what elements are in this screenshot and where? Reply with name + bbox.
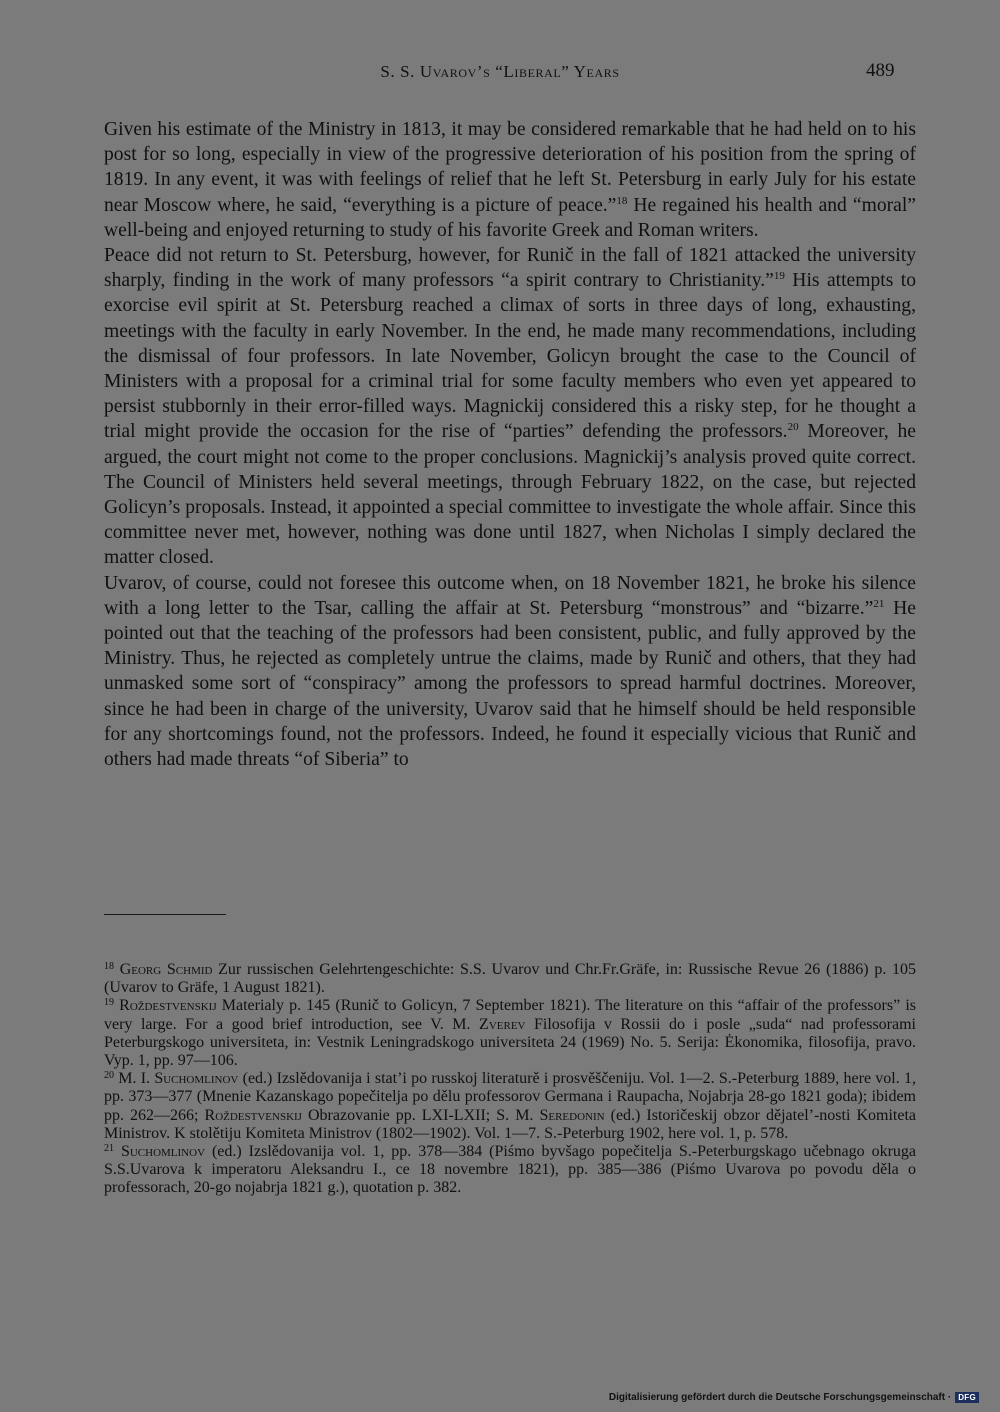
body-text [104,117,916,772]
footnote-text: M. I. [118,1070,155,1088]
footnote-text: Materialy p. 145 (Runič to Golicyn, 7 September 1821). The literature on this “affair of the professors” is very large. For a good brief introduction, see V. M. [104,997,917,1033]
footnotes [104,961,916,1198]
paragraph-text: Given his estimate of the Ministry in 1813, it may be considered remarkable that he had held on to his post for so long, especially in view of the progressive deterioration of his position from the spring of 1819. In any event, it was with feelings of relief that he left St. Petersburg in early July for his estate near Moscow where, he said, “everything is a picture of peace.” [104,119,916,216]
footnote-text: (ed.) Izslědovanija i stat’i po russkoj literaturě i prosvěščeniju. Vol. 1—2. S.-Peterburg 1889, here vol. 1, pp. 373—377 (Mnenie Kazanskago popečitelja po dělu professorov Germana i Raupacha, Nojabrja 28-go 1821 goda); ibidem pp. 262—266; [104,1070,916,1124]
footnote [104,997,916,1070]
paragraph-text: Uvarov, of course, could not foresee this outcome when, on 18 November 1821, he broke his silence with a long letter to the Tsar, calling the affair at St. Petersburg “monstrous” and “bizarre.” [104,572,916,619]
paragraph [104,243,916,571]
footnote-reference[interactable]: 19 [773,270,785,283]
paragraph-text: He regained his health and “moral” well-being and enjoyed returning to study of his favorite Greek and Roman writers. [104,194,916,241]
author-name: Seredonin [539,1106,605,1124]
author-name: Suchomlinov [154,1070,239,1088]
author-name: Roždestvenskij [119,997,217,1015]
digitization-credit [609,1392,979,1403]
footnote-text: Filosofija v Rossii do i posle „suda“ nad professorami Peterburgskogo universiteta, in: Vestnik Leningradskogo universiteta 24 (1969) No. 5. Serija: Ėkonomika, filosofija, pravo. Vyp. 1, pp. 97—106. [104,1015,917,1070]
footnote-number: 18 [104,961,114,972]
footnote-number: 20 [104,1070,114,1082]
author-name: Zverev [479,1015,526,1033]
paragraph-text: His attempts to exorcise evil spirit at St. Petersburg reached a climax of sorts in three days of long, exhausting, meetings with the faculty in early November. In the end, he made many recommendations, including the dismissal of four professors. In late November, Golicyn brought the case to the Council of Ministers with a proposal for a criminal trial for some faculty members who even yet appeared to persist stubbornly in their error-filled ways. Magnickij considered this a risky step, for he thought a trial might provide the occasion for the rise of “parties” defending the professors. [104,270,916,443]
author-name: Georg Schmid [119,961,213,978]
paragraph-text: Moreover, he argued, the court might not come to the proper conclusions. Magnickij’s analysis proved quite correct. The Council of Ministers held several meetings, through February 1822, on the case, but rejected Golicyn’s proposals. Instead, it appointed a special committee to investigate the whole affair. Since this committee never met, however, nothing was done until 1827, when Nicholas I simply declared the matter closed. [104,421,916,569]
author-name: Roždestvenskij [204,1106,302,1124]
page-number: 489 [866,60,895,81]
footnote [104,961,916,997]
footnote-text: (ed.) Izslědovanija vol. 1, pp. 378—384 (Piśmo byvšago popečitelja S.-Peterburgskago učebnago okruga S.S.Uvarova k imperatoru Aleksandru I., ce 18 novembre 1821), pp. 385—386 (Piśmo Uvarova po povodu děla o professorach, 20-go nojabrja 1821 g.), quotation p. 382. [104,1143,917,1197]
footnote-separator-rule [104,914,226,915]
footnote-text: Zur russischen Gelehrtengeschichte: S.S. Uvarov und Chr.Fr.Gräfe, in: Russische Revue 26 (1886) p. 105 (Uvarov to Gräfe, 1 August 1821). [104,961,917,997]
footnote-number: 21 [104,1143,114,1155]
running-header-title: S. S. Uvarov’s “Liberal” Years [380,62,620,81]
author-name: Suchomlinov [120,1143,206,1161]
footnote-text: Obrazovanie pp. LXI-LXII; S. M. [301,1106,540,1124]
footnote-reference[interactable]: 21 [873,597,885,610]
paragraph [104,117,916,243]
footnote-reference[interactable]: 20 [787,421,799,434]
footnote-text: (ed.) Istoričeskij obzor dějatel’-nosti Komiteta Ministrov. K stolětiju Komiteta Ministrov (1802—1902). Vol. 1—7. S.-Peterburg 1902, here vol. 1, p. 578. [104,1106,916,1142]
footnote [104,1070,916,1143]
paragraph-text: Peace did not return to St. Petersburg, however, for Runič in the fall of 1821 attacked the university sharply, finding in the work of many professors “a spirit contrary to Christianity.” [104,245,916,292]
paragraph [104,571,916,773]
footnote [104,1143,916,1198]
dfg-logo-icon: DFG [955,1392,979,1403]
paragraph-text: He pointed out that the teaching of the professors had been consistent, public, and fully approved by the Ministry. Thus, he rejected as completely untrue the claims, made by Runič and others, that they had unmasked some sort of “conspiracy” among the professors to spread harmful doctrines. Moreover, since he had been in charge of the university, Uvarov said that he himself should be held responsible for any shortcomings found, not the professors. Indeed, he found it especially vicious that Runič and others had made threats “of Siberia” to [104,597,916,771]
credit-text: Digitalisierung gefördert durch die Deutsche Forschungsgemeinschaft · [608,1392,952,1403]
footnote-number: 19 [104,997,114,1009]
footnote-reference[interactable]: 18 [616,194,628,207]
